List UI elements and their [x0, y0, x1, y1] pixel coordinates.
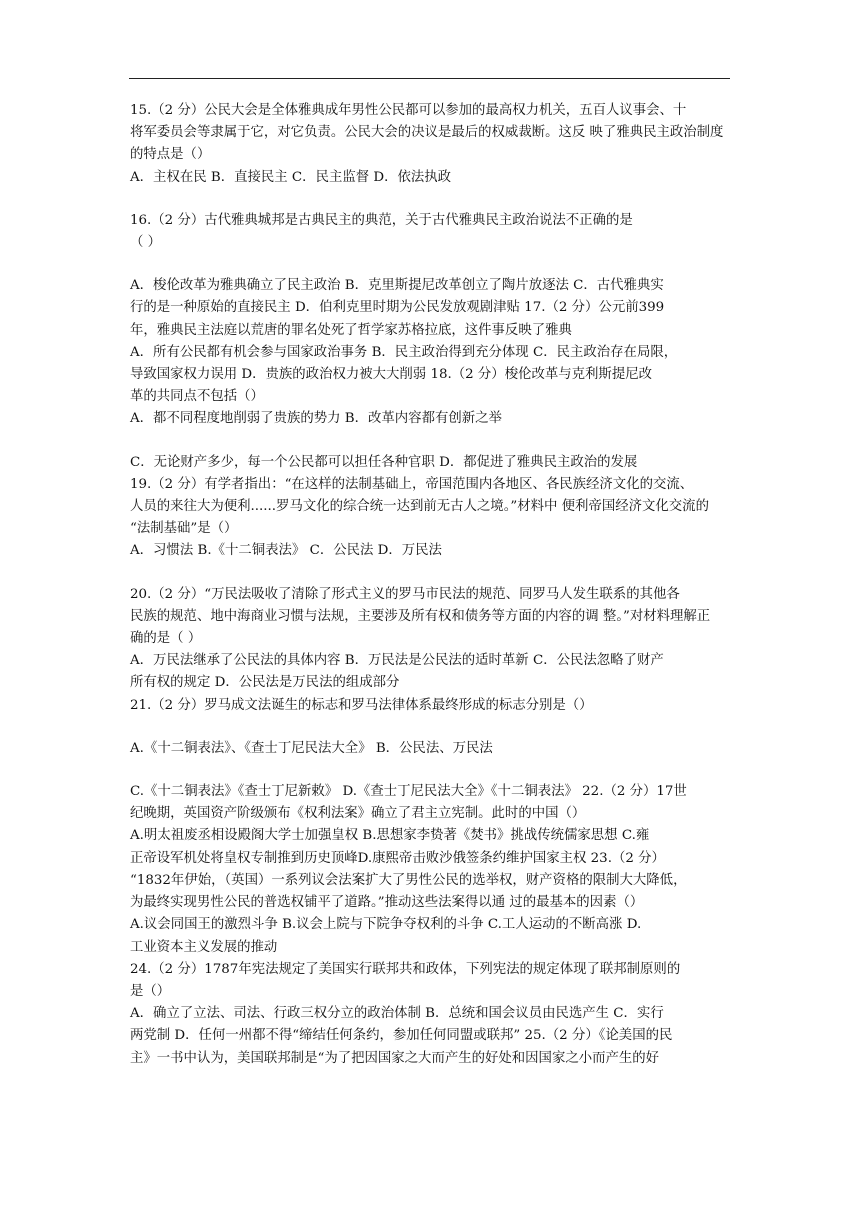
text-line: 所有权的规定 D．公民法是万民法的组成部分 [130, 675, 400, 691]
text-line: 革的共同点不包括（） [130, 389, 264, 405]
text-line: 20.（2 分）“万民法吸收了清除了形式主义的罗马市民法的规范、同罗马人发生联系的其他各 [130, 586, 680, 602]
text-line: A.议会同国王的激烈斗争 B.议会上院与下院争夺权利的斗争 C.工人运动的不断高涨 D. [130, 917, 642, 933]
text-line: 的特点是（） [130, 147, 211, 163]
text-line: A．确立了立法、司法、行政三权分立的政治体制 B．总统和国会议员由民选产生 C．实行 [130, 1006, 664, 1022]
spacer [130, 563, 732, 584]
text-line: 为最终实现男性公民的普选权铺平了道路。”推动这些法案得以通 过的最基本的因素（） [130, 895, 644, 911]
text-line: 纪晚期，英国资产阶级颁布《权利法案》确立了君主立宪制。此时的中国（） [130, 806, 586, 822]
text-line: 工业资本主义发展的推动 [130, 939, 278, 955]
spacer [130, 431, 732, 452]
text-line: “法制基础”是（） [130, 521, 238, 537]
text-line: A．都不同程度地削弱了贵族的势力 B．改革内容都有创新之举 [130, 411, 502, 427]
spacer [130, 254, 732, 275]
text-line: 15.（2 分）公民大会是全体雅典成年男性公民都可以参加的最高权力机关，五百人议事会、十 [130, 103, 687, 118]
text-line: A．万民法继承了公民法的具体内容 B．万民法是公民法的适时革新 C．公民法忽略了财产 [130, 653, 664, 669]
text-line: A．习惯法 B.《十二铜表法》 C．公民法 D．万民法 [130, 543, 442, 559]
text-line: 24.（2 分）1787年宪法规定了美国实行联邦共和政体，下列宪法的规定体现了联邦制原则的 [130, 961, 681, 977]
text-line: 19.（2 分）有学者指出：“在这样的法制基础上，帝国范围内各地区、各民族经济文化的交流、 [130, 476, 694, 492]
document-body [130, 100, 732, 1070]
text-line: A.《十二铜表法》、《查士丁尼民法大全》 B．公民法、万民法 [130, 740, 493, 756]
text-line: A.明太祖废丞相设殿阁大学士加强皇权 B.思想家李贽著《焚书》挑战传统儒家思想 C.雍 [130, 828, 650, 844]
text-line: 年，雅典民主法庭以荒唐的罪名处死了哲学家苏格拉底，这件事反映了雅典 [130, 322, 572, 338]
text-line: 将军委员会等隶属于它，对它负责。公民大会的决议是最后的权威裁断。这反 映了雅典民主政治制度 [130, 125, 724, 141]
spacer [130, 189, 732, 210]
text-line: 16.（2 分）古代雅典城邦是古典民主的典范，关于古代雅典民主政治说法不正确的是 [130, 212, 633, 228]
text-line: 是（） [130, 983, 171, 999]
spacer [130, 717, 732, 738]
header-rule [129, 78, 730, 79]
text-line: 民族的规范、地中海商业习惯与法规，主要涉及所有权和债务等方面的内容的调 整。”对材料理解正 [130, 608, 711, 624]
text-line: 人员的来往大为便利......罗马文化的综合统一达到前无古人之境。”材料中 便利帝国经济文化交流的 [130, 499, 709, 515]
text-line: 行的是一种原始的直接民主 D．伯利克里时期为公民发放观剧津贴 17.（2 分）公元前399 [130, 300, 665, 316]
text-line: 两党制 D．任何一州都不得“缔结任何条约，参加任何同盟或联邦” 25.（2 分）《论美国的民 [130, 1028, 673, 1044]
text-line: A．所有公民都有机会参与国家政治事务 B．民主政治得到充分体现 C．民主政治存在局限， [130, 344, 678, 360]
text-line: 导致国家权力误用 D．贵族的政治权力被大大削弱 18.（2 分）梭伦改革与克利斯提尼改 [130, 367, 652, 383]
text-line: A．主权在民 B．直接民主 C．民主监督 D．依法执政 [130, 169, 452, 185]
text-line: （ ） [130, 235, 162, 251]
text-line: C．无论财产多少，每一个公民都可以担任各种官职 D．都促进了雅典民主政治的发展 [130, 454, 638, 470]
text-line: “1832年伊始，（英国）一系列议会法案扩大了男性公民的选举权，财产资格的限制大大降低， [130, 872, 687, 888]
spacer [130, 760, 732, 781]
text-line: 正帝设军机处将皇权专制推到历史顶峰D.康熙帝击败沙俄签条约维护国家主权 23.（2 分） [130, 850, 665, 866]
text-line: 21.（2 分）罗马成文法诞生的标志和罗马法律体系最终形成的标志分别是（） [130, 697, 593, 713]
text-line: C.《十二铜表法》《查士丁尼新敕》 D.《查士丁尼民法大全》《十二铜表法》 22.（2 分）17世 [130, 784, 687, 800]
text-line: 确的是（ ） [130, 631, 202, 647]
text-line: 主》一书中认为，美国联邦制是“为了把因国家之大而产生的好处和因国家之小而产生的好 [130, 1050, 660, 1066]
text-line: A．梭伦改革为雅典确立了民主政治 B．克里斯提尼改革创立了陶片放逐法 C．古代雅典实 [130, 278, 664, 294]
